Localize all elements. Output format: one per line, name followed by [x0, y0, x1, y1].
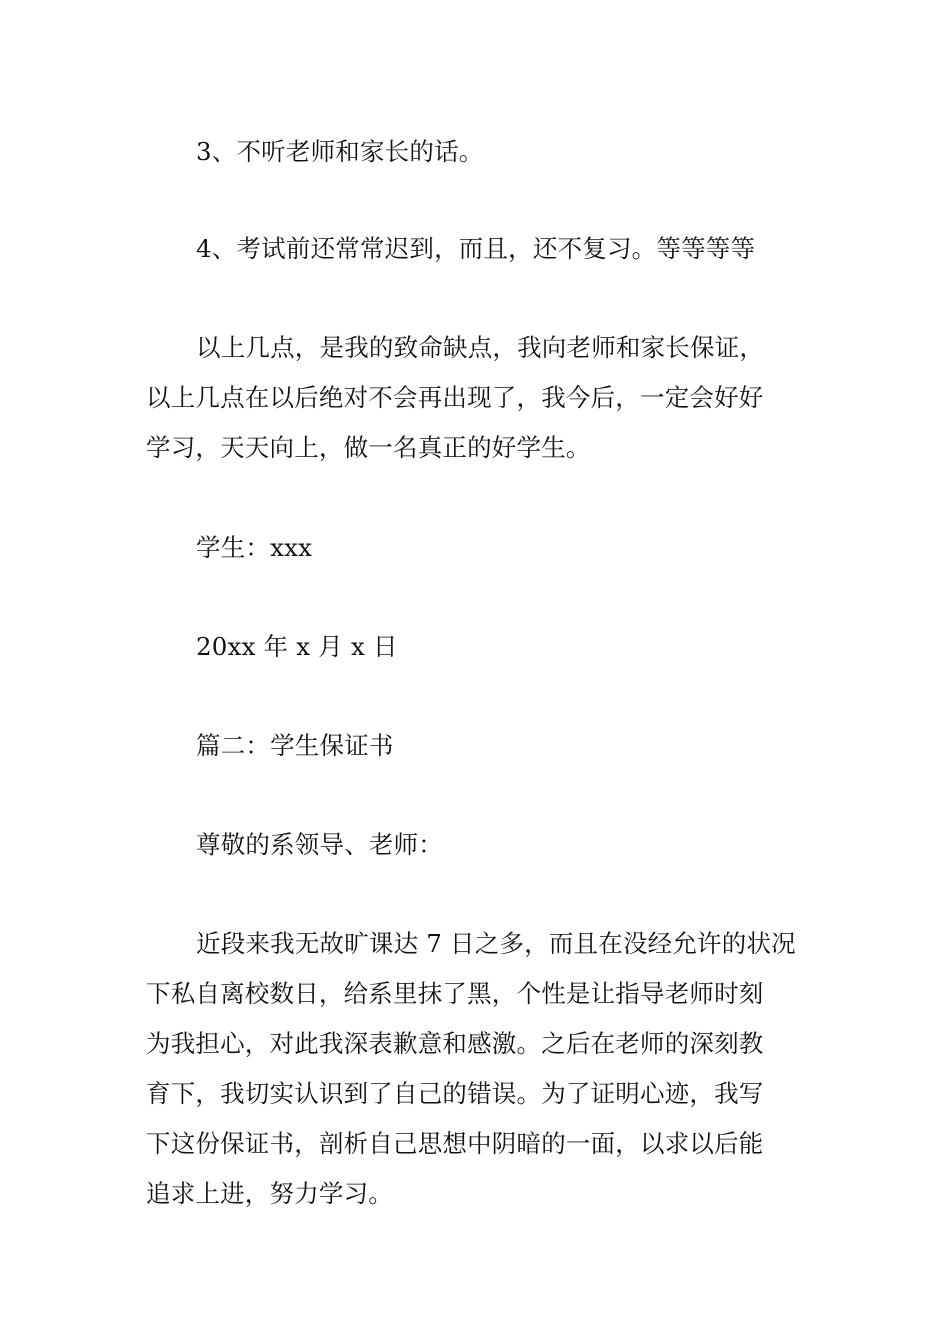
- body-line-5: 下这份保证书，剖析自己思想中阴暗的一面，以求以后能: [146, 1129, 764, 1158]
- summary-line-1: 以上几点，是我的致命缺点，我向老师和家长保证，: [196, 333, 765, 362]
- summary-line-3: 学习，天天向上，做一名真正的好学生。: [146, 433, 591, 462]
- list-item-4: 4、考试前还常常迟到，而且，还不复习。等等等等: [196, 234, 756, 263]
- body-line-4: 育下，我切实认识到了自己的错误。为了证明心迹，我写: [146, 1079, 764, 1108]
- body-line-6: 追求上进，努力学习。: [146, 1179, 393, 1208]
- signature: 学生：xxx: [196, 533, 313, 562]
- list-item-3: 3、不听老师和家长的话。: [196, 137, 484, 166]
- summary-line-2: 以上几点在以后绝对不会再出现了，我今后，一定会好好: [146, 383, 764, 412]
- salutation: 尊敬的系领导、老师：: [196, 830, 443, 859]
- section-title: 篇二：学生保证书: [196, 731, 394, 760]
- body-line-3: 为我担心，对此我深表歉意和感激。之后在老师的深刻教: [146, 1029, 764, 1058]
- body-line-2: 下私自离校数日，给系里抹了黑，个性是让指导老师时刻: [146, 979, 764, 1008]
- body-line-1: 近段来我无故旷课达 7 日之多，而且在没经允许的状况: [196, 929, 796, 958]
- date: 20xx 年 x 月 x 日: [196, 632, 398, 661]
